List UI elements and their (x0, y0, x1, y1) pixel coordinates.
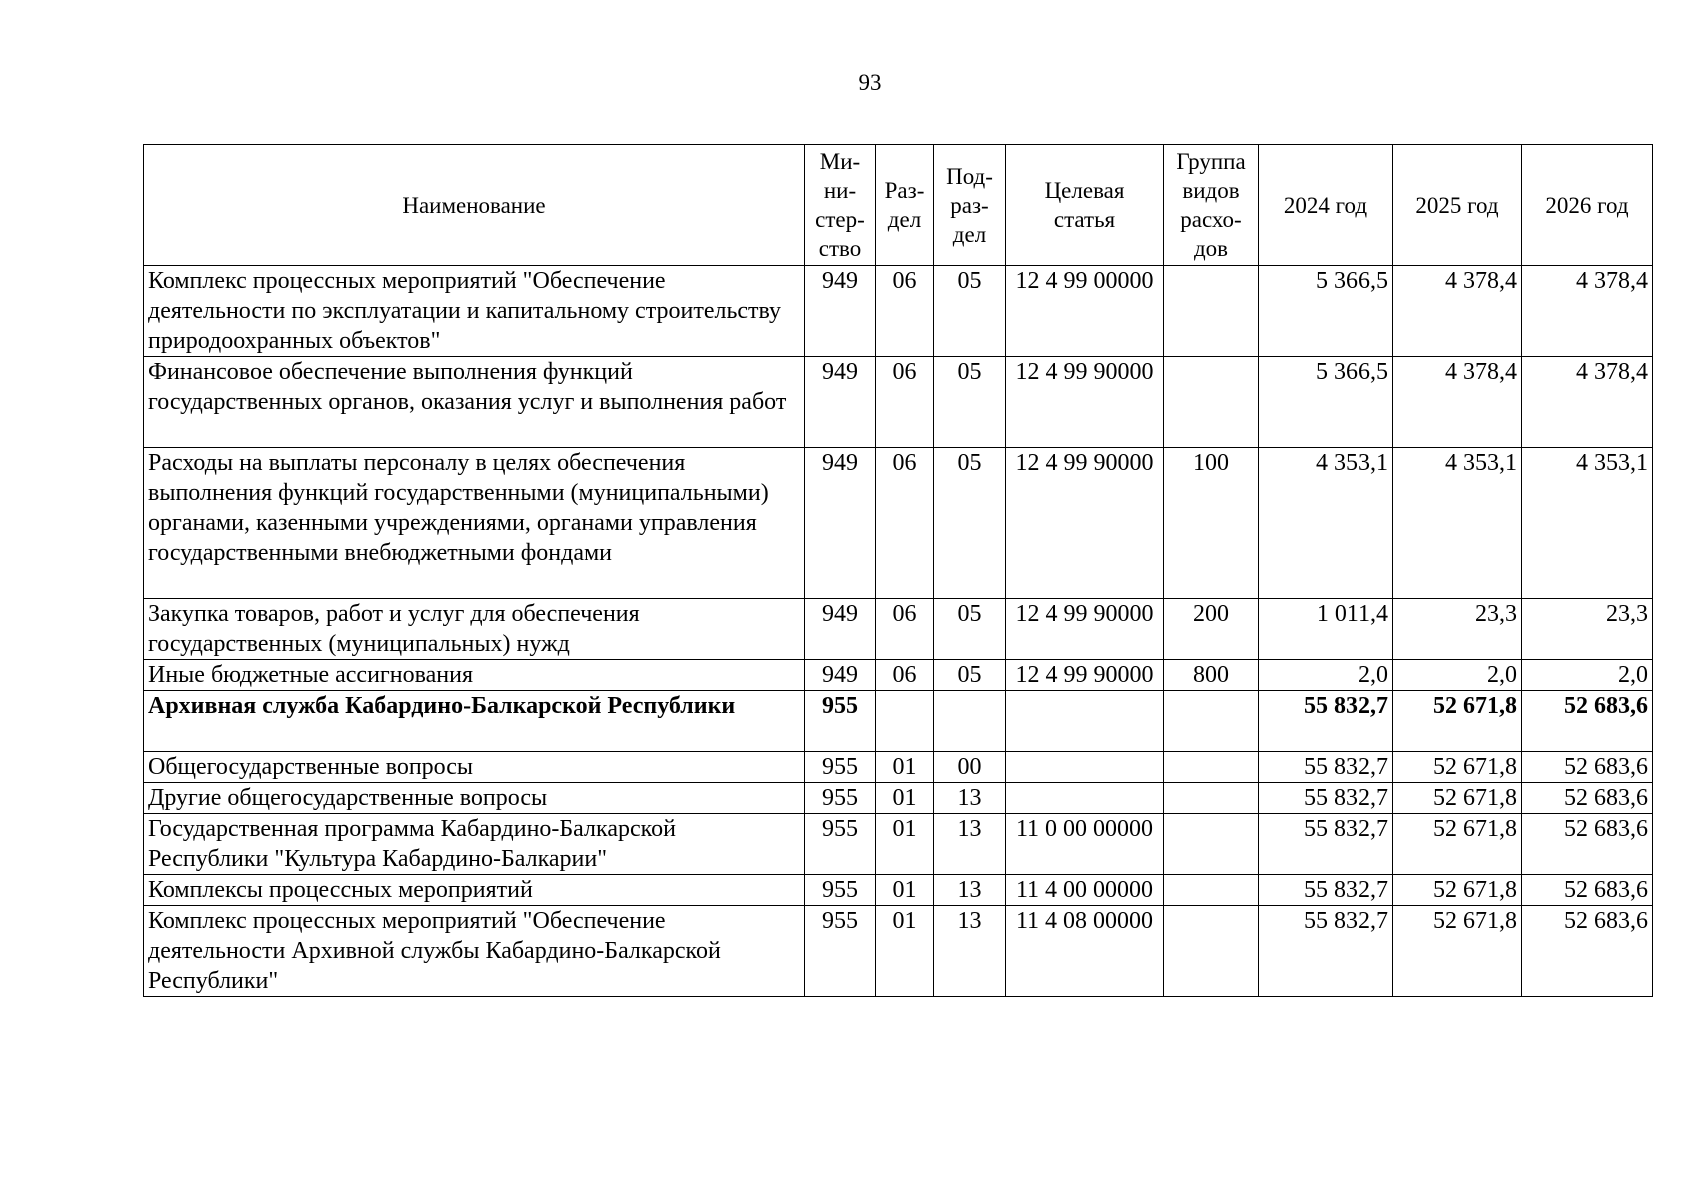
budget-table (143, 144, 1653, 997)
cell-group (1164, 691, 1259, 752)
table-row (144, 752, 1653, 783)
cell-2025: 52 671,8 (1393, 691, 1522, 752)
cell-2026: 2,0 (1522, 660, 1653, 691)
table-row (144, 875, 1653, 906)
cell-ministry: 949 (805, 266, 876, 357)
header-group: Группа видов расхо- дов (1164, 145, 1259, 266)
cell-group (1164, 875, 1259, 906)
cell-subsection: 05 (934, 266, 1006, 357)
cell-2025: 4 378,4 (1393, 357, 1522, 448)
table-row (144, 266, 1653, 357)
cell-ministry: 949 (805, 599, 876, 660)
cell-2026: 4 353,1 (1522, 448, 1653, 599)
cell-section: 06 (876, 660, 934, 691)
cell-target (1006, 752, 1164, 783)
cell-subsection: 05 (934, 660, 1006, 691)
header-2024: 2024 год (1259, 145, 1393, 266)
header-2026: 2026 год (1522, 145, 1653, 266)
cell-section: 01 (876, 814, 934, 875)
cell-section (876, 691, 934, 752)
cell-2024: 5 366,5 (1259, 266, 1393, 357)
cell-2026: 4 378,4 (1522, 266, 1653, 357)
header-ministry: Ми- ни- стер- ство (805, 145, 876, 266)
cell-section: 01 (876, 875, 934, 906)
cell-section: 06 (876, 599, 934, 660)
cell-name: Общегосударственные вопросы (144, 752, 805, 783)
cell-subsection: 05 (934, 599, 1006, 660)
cell-section: 01 (876, 752, 934, 783)
cell-name: Закупка товаров, работ и услуг для обеспечения государственных (муниципальных) нужд (144, 599, 805, 660)
cell-2025: 52 671,8 (1393, 752, 1522, 783)
cell-group: 100 (1164, 448, 1259, 599)
cell-2024: 55 832,7 (1259, 906, 1393, 997)
cell-target: 12 4 99 90000 (1006, 448, 1164, 599)
cell-2026: 52 683,6 (1522, 752, 1653, 783)
cell-target: 11 4 08 00000 (1006, 906, 1164, 997)
cell-name: Комплекс процессных мероприятий "Обеспечение деятельности Архивной службы Кабардино-Балкарской Республики" (144, 906, 805, 997)
table-row (144, 906, 1653, 997)
table-row (144, 660, 1653, 691)
cell-group (1164, 906, 1259, 997)
cell-section: 06 (876, 266, 934, 357)
cell-section: 01 (876, 783, 934, 814)
cell-ministry: 955 (805, 783, 876, 814)
cell-2025: 52 671,8 (1393, 783, 1522, 814)
cell-2025: 2,0 (1393, 660, 1522, 691)
cell-target: 12 4 99 90000 (1006, 599, 1164, 660)
cell-ministry: 955 (805, 691, 876, 752)
table-row-department (144, 691, 1653, 752)
cell-ministry: 949 (805, 660, 876, 691)
cell-2024: 55 832,7 (1259, 691, 1393, 752)
cell-group (1164, 266, 1259, 357)
cell-group (1164, 783, 1259, 814)
cell-group: 200 (1164, 599, 1259, 660)
cell-2025: 52 671,8 (1393, 814, 1522, 875)
cell-target (1006, 783, 1164, 814)
cell-name: Расходы на выплаты персоналу в целях обеспечения выполнения функций государственными (муниципальными) органами, казенными учреждениями, органами управления государственными внебюджетными фондами (144, 448, 805, 599)
cell-ministry: 955 (805, 875, 876, 906)
cell-section: 06 (876, 357, 934, 448)
cell-subsection: 13 (934, 783, 1006, 814)
table-row (144, 599, 1653, 660)
cell-name: Финансовое обеспечение выполнения функций государственных органов, оказания услуг и выполнения работ (144, 357, 805, 448)
cell-group (1164, 752, 1259, 783)
cell-name: Другие общегосударственные вопросы (144, 783, 805, 814)
cell-2026: 52 683,6 (1522, 814, 1653, 875)
cell-2024: 55 832,7 (1259, 752, 1393, 783)
cell-target: 12 4 99 90000 (1006, 660, 1164, 691)
cell-2026: 52 683,6 (1522, 906, 1653, 997)
page-number: 93 (858, 70, 882, 95)
cell-target: 11 0 00 00000 (1006, 814, 1164, 875)
table-row (144, 448, 1653, 599)
cell-2026: 52 683,6 (1522, 875, 1653, 906)
table-row (144, 357, 1653, 448)
cell-ministry: 955 (805, 906, 876, 997)
cell-subsection (934, 691, 1006, 752)
cell-2025: 23,3 (1393, 599, 1522, 660)
cell-2025: 4 353,1 (1393, 448, 1522, 599)
header-section: Раз- дел (876, 145, 934, 266)
cell-section: 01 (876, 906, 934, 997)
cell-2024: 1 011,4 (1259, 599, 1393, 660)
cell-name: Комплексы процессных мероприятий (144, 875, 805, 906)
cell-subsection: 13 (934, 814, 1006, 875)
cell-2026: 4 378,4 (1522, 357, 1653, 448)
cell-target: 12 4 99 90000 (1006, 357, 1164, 448)
cell-subsection: 13 (934, 906, 1006, 997)
cell-2026: 52 683,6 (1522, 783, 1653, 814)
cell-target: 12 4 99 00000 (1006, 266, 1164, 357)
cell-ministry: 955 (805, 814, 876, 875)
cell-2024: 4 353,1 (1259, 448, 1393, 599)
cell-2024: 2,0 (1259, 660, 1393, 691)
cell-2025: 4 378,4 (1393, 266, 1522, 357)
header-subsection: Под- раз- дел (934, 145, 1006, 266)
cell-subsection: 05 (934, 357, 1006, 448)
cell-2026: 52 683,6 (1522, 691, 1653, 752)
table-row (144, 783, 1653, 814)
cell-group: 800 (1164, 660, 1259, 691)
cell-section: 06 (876, 448, 934, 599)
cell-subsection: 05 (934, 448, 1006, 599)
cell-2025: 52 671,8 (1393, 875, 1522, 906)
cell-ministry: 949 (805, 448, 876, 599)
cell-name: Комплекс процессных мероприятий "Обеспечение деятельности по эксплуатации и капитальному строительству природоохранных объектов" (144, 266, 805, 357)
cell-subsection: 00 (934, 752, 1006, 783)
header-target: Целевая статья (1006, 145, 1164, 266)
cell-2024: 55 832,7 (1259, 783, 1393, 814)
cell-name: Архивная служба Кабардино-Балкарской Республики (144, 691, 805, 752)
cell-target (1006, 691, 1164, 752)
header-2025: 2025 год (1393, 145, 1522, 266)
table-row (144, 814, 1653, 875)
cell-2024: 55 832,7 (1259, 814, 1393, 875)
cell-2024: 55 832,7 (1259, 875, 1393, 906)
cell-target: 11 4 00 00000 (1006, 875, 1164, 906)
cell-2025: 52 671,8 (1393, 906, 1522, 997)
cell-name: Иные бюджетные ассигнования (144, 660, 805, 691)
cell-ministry: 955 (805, 752, 876, 783)
cell-group (1164, 357, 1259, 448)
header-name: Наименование (144, 145, 805, 266)
cell-group (1164, 814, 1259, 875)
cell-2026: 23,3 (1522, 599, 1653, 660)
cell-name: Государственная программа Кабардино-Балкарской Республики "Культура Кабардино-Балкарии" (144, 814, 805, 875)
table-header-row (144, 145, 1653, 266)
cell-ministry: 949 (805, 357, 876, 448)
cell-subsection: 13 (934, 875, 1006, 906)
cell-2024: 5 366,5 (1259, 357, 1393, 448)
